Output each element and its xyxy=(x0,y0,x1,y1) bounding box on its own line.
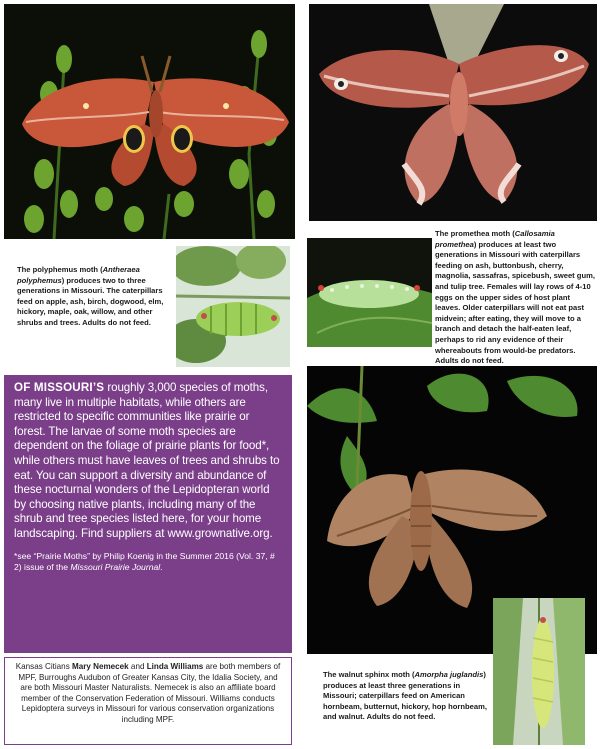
caption-latin-name: Amorpha juglandis xyxy=(414,670,484,679)
lead-in: OF MISSOURI’S xyxy=(14,381,105,394)
main-body-text: roughly 3,000 species of moths, many live in multiple habitats, while others are restricted to specific communities like prairie or forest. The larvae of some moth species are dependent on the foliage of prairie plants for food*, while others must have leaves of trees and shrubs to eat. You can support a diversity and abundance of these nocturnal wonders of the Lepidopteran world by choosing native plants, including many of the shrub and tree species listed here, for your home landscaping. Find suppliers at www.grownative.org. xyxy=(14,381,280,540)
footnote xyxy=(14,551,282,574)
caption-latin-name: Antheraea polyphemus xyxy=(17,265,140,285)
promethea-caterpillar-photo xyxy=(307,238,432,347)
author-name: Mary Nemecek xyxy=(71,662,129,671)
main-paragraph xyxy=(14,381,282,542)
footnote-text: *see “Prairie Moths” by Philip Koenig in the Summer 2016 (Vol. 37, # 2) issue of the xyxy=(14,550,275,573)
author-name: Linda Williams xyxy=(146,662,204,671)
caption-text: The walnut sphinx moth ( xyxy=(323,670,415,679)
caption-text: ) produces at least three generations in Missouri; caterpillars feed on American hornbeam, butternut, hickory, hop hornbeam, and walnut. Adults do not feed. xyxy=(323,670,487,722)
walnut-sphinx-caption xyxy=(323,670,491,723)
caption-text: ) produces at least two generations in Missouri with caterpillars feeding on ash, buttonbush, cherry, magnolia, sassafras, spicebush, sweet gum, and tulip tree. Females will lay rows of 4-10 eggs on the upper sides of host plant leaves. Older caterpillars will not eat past midvein; after eating, they will move to a branch and detach the half-eaten leaf, perhaps to rid any evidence of their whereabouts from would-be predators. Adults do not feed. xyxy=(435,239,595,366)
caption-text: The polyphemus moth ( xyxy=(17,265,103,274)
feature-text-box xyxy=(4,375,292,653)
caption-latin-name: Callosamia promethea xyxy=(435,229,555,249)
author-bio xyxy=(4,657,292,745)
polyphemus-caption xyxy=(17,265,175,329)
promethea-moth-photo xyxy=(309,4,597,221)
promethea-caption xyxy=(435,229,595,367)
walnut-sphinx-caterpillar-photo xyxy=(493,598,585,745)
polyphemus-caterpillar-photo xyxy=(176,246,290,367)
footnote-text: . xyxy=(160,562,163,573)
caption-text: The promethea moth ( xyxy=(435,229,515,238)
bio-text: and xyxy=(128,662,147,671)
caption-text: ) produces two to three generations in Missouri. The caterpillars feed on apple, ash, birch, dogwood, elm, hickory, maple, oak, willow, and other shrubs and trees. Adults do not feed. xyxy=(17,275,164,327)
bio-text: are both members of MPF, Burroughs Audubon of Greater Kansas City, the Idalia Society, and are both Missouri Master Naturalists. Nemecek is also an affiliate board member of the Conservation Federation of Missouri. Williams conducts Lepidoptera surveys in Missouri for various conservation organizations including MPF. xyxy=(18,662,281,724)
polyphemus-moth-photo xyxy=(4,4,295,239)
journal-title: Missouri Prairie Journal xyxy=(70,562,161,573)
bio-text: Kansas Citians xyxy=(15,662,72,671)
